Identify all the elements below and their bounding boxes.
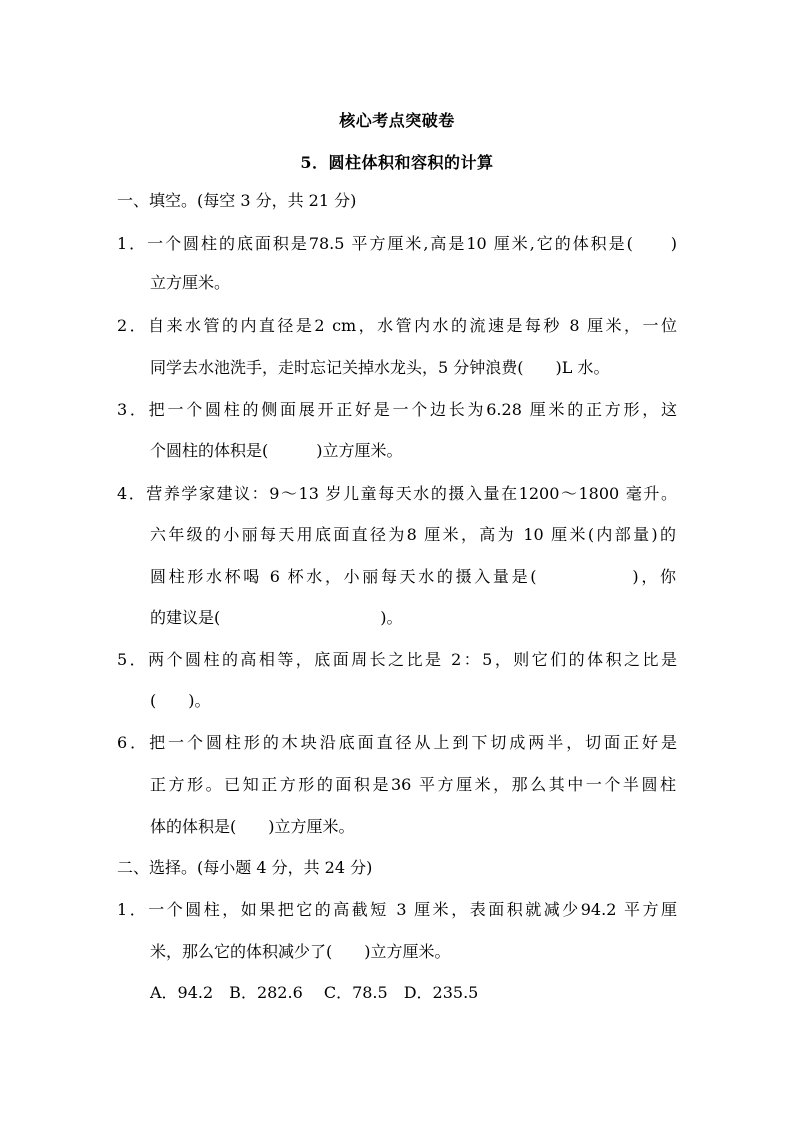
section2-heading: 二、选择。(每小题 4 分，共 24 分) (117, 858, 373, 877)
q2-1-line1: 1．一个圆柱，如果把它的高截短 3 厘米，表面积就减少94.2 平方厘 (117, 900, 677, 919)
q1-4-line3: 圆柱形水杯喝 6 杯水，小丽每天水的摄入量是( )，你 (150, 567, 676, 586)
q1-1-line2: 立方厘米。 (150, 273, 231, 292)
q1-6-line1: 6．把一个圆柱形的木块沿底面直径从上到下切成两半，切面正好是 (117, 733, 677, 752)
q2-1-options: A．94.2 B．282.6 C．78.5 D．235.5 (150, 983, 479, 1002)
q1-4-line4: 的建议是( )。 (150, 608, 403, 627)
q1-2-line1: 2．自来水管的内直径是2 cm，水管内水的流速是每秒 8 厘米，一位 (117, 316, 677, 335)
q1-6-line2: 正方形。已知正方形的面积是36 平方厘米，那么其中一个半圆柱 (150, 775, 676, 794)
worksheet-subtitle: 5．圆柱体积和容积的计算 (300, 153, 494, 172)
q1-3-line2: 个圆柱的体积是( )立方厘米。 (150, 441, 403, 460)
q1-4-line1: 4．营养学家建议：9～13 岁儿童每天水的摄入量在1200～1800 毫升。 (117, 484, 677, 503)
q2-1-line2: 米，那么它的体积减少了( )立方厘米。 (150, 942, 451, 961)
q1-3-line1: 3．把一个圆柱的侧面展开正好是一个边长为6.28 厘米的正方形，这 (117, 400, 677, 419)
q1-1-line1: 1．一个圆柱的底面积是78.5 平方厘米,高是10 厘米,它的体积是( ) (117, 234, 677, 253)
q1-4-line2: 六年级的小丽每天用底面直径为8 厘米，高为 10 厘米(内部量)的 (150, 525, 676, 544)
q1-5-line2: ( )。 (150, 691, 211, 710)
q1-2-line2: 同学去水池洗手，走时忘记关掉水龙头，5 分钟浪费( )L 水。 (150, 358, 610, 377)
section1-heading: 一、填空。(每空 3 分，共 21 分) (117, 191, 357, 210)
q1-6-line3: 体的体积是( )立方厘米。 (150, 817, 355, 836)
q1-5-line1: 5．两个圆柱的高相等，底面周长之比是 2：5，则它们的体积之比是 (117, 650, 677, 669)
worksheet-title: 核心考点突破卷 (339, 111, 455, 130)
